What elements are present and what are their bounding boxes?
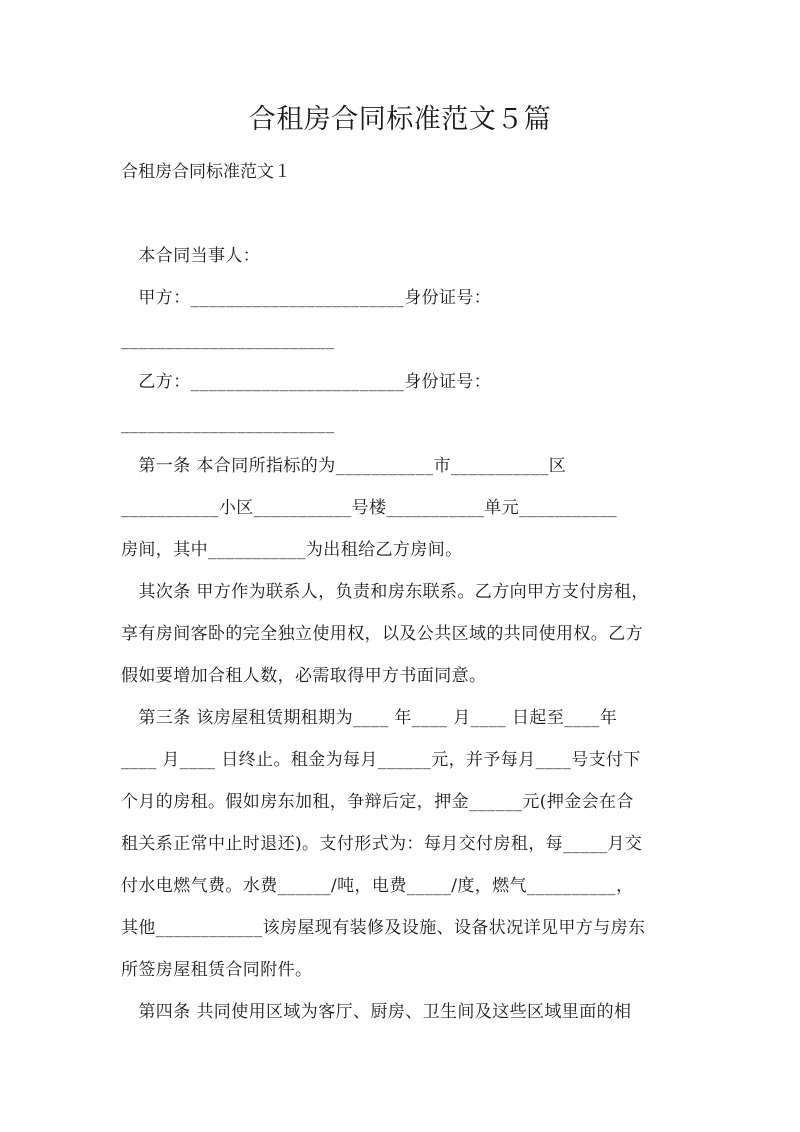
document-subtitle: 合租房合同标准范文１ [121,162,291,182]
body-line: 租关系正常中止时退还)。支付形式为：每月交付房租，每_____月交 [121,834,643,854]
document-title: 合租房合同标准范文５篇 [248,104,552,135]
body-line: 其他____________该房屋现有装修及设施、设备状况详见甲方与房东 [121,918,646,938]
body-line: 假如要增加合租人数，必需取得甲方书面同意。 [121,666,487,686]
body-line: 享有房间客卧的完全独立使用权，以及公共区域的共同使用权。乙方 [121,624,643,644]
body-line: 本合同当事人： [121,246,261,266]
body-line: 乙方：________________________身份证号： [121,372,492,392]
body-line: ____ 月____ 日终止。租金为每月______元，并予每月____号支付下 [121,750,641,770]
body-line: ________________________ [121,330,335,350]
body-line: 第三条 该房屋租赁期租期为____ 年____ 月____ 日起至____年 [121,708,618,728]
body-line: 第一条 本合同所指标的为___________市___________区 [121,456,567,476]
body-line: 所签房屋租赁合同附件。 [121,960,313,980]
body-line: 其次条 甲方作为联系人，负责和房东联系。乙方向甲方支付房租， [121,582,649,602]
body-line: 第四条 共同使用区域为客厅、厨房、卫生间及这些区域里面的相 [121,1002,632,1022]
body-line: 付水电燃气费。水费______/吨，电费_____/度，燃气__________， [121,876,634,896]
body-line: ___________小区___________号楼___________单元___________ [121,498,617,518]
body-line: ________________________ [121,414,335,434]
body-line: 房间，其中___________为出租给乙方房间。 [121,540,463,560]
body-line: 甲方：________________________身份证号： [121,288,492,308]
body-line: 个月的房租。假如房东加租，争辩后定，押金______元(押金会在合 [121,792,634,812]
